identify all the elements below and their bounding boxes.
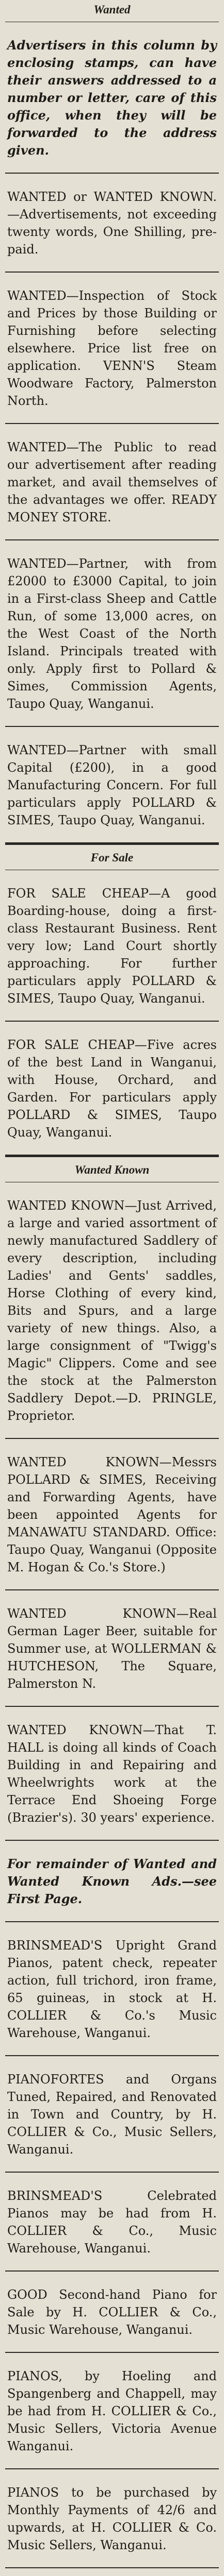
register-ad [5, 2568, 219, 2576]
ad-inspection-stock [5, 273, 219, 424]
ad-text: FOR SALE CHEAP—Five acres of the best Land in Wanganui, with House, Orchard, and Garden. For particulars apply POLLARD & SIMES, Taupo Quay, Wanganui. [7, 1038, 217, 1140]
ad-public-read [5, 424, 219, 540]
ad-forwarding-agents [5, 1439, 219, 1590]
ad-text: WANTED KNOWN—Real German Lager Beer, suitable for Summer use, at WOLLERMAN & HUTCHESON, The Square, Palmerston N. [7, 1606, 217, 1691]
ad-boarding-house [5, 870, 219, 1022]
ad-text: WANTED—Inspection of Stock and Prices by those Building or Furnishing before selecting elsewhere. Price list free on application. VENN'S Steam Woodware Factory, Palmerston North. [7, 289, 217, 408]
ad-partner-2000 [5, 540, 219, 727]
ad-text: FOR SALE CHEAP—A good Boarding-house, doing a first-class Restaurant Business. Rent very low; Land Court shortly approaching. For further particulars apply POLLARD & SIMES, Taupo Quay, Wanganui. [7, 886, 217, 1006]
ad-pianofortes [5, 2056, 219, 2173]
ad-text: PIANOS to be purchased by Monthly Payments of 42/6 and upwards, at H. COLLIER & Co. Music Sellers, Wanganui. [7, 2485, 217, 2552]
ad-text: WANTED—Partner with small Capital (£200), in a good Manufacturing Concern. For full particulars apply POLLARD & SIMES, Taupo Quay, Wanganui. [7, 743, 217, 827]
ad-saddlery [5, 1182, 219, 1439]
ad-text: WANTED KNOWN—That T. HALL is doing all kinds of Coach Building in and Repairing and Wheelwrights work at the Terrace End Shoeing Forge (Brazier's). 30 years' experience. [7, 1723, 217, 1825]
section-header-wanted-known: Wanted Known [5, 1156, 219, 1182]
ad-text: BRINSMEAD'S Celebrated Pianos may be had from H. COLLIER & Co., Music Warehouse, Wanganui. [7, 2189, 217, 2256]
ad-text: WANTED—The Public to read our advertisement after reading market, and avail themselves of the advantages we offer. READY MONEY STORE. [7, 440, 217, 524]
ad-brinsmead [5, 1922, 219, 2056]
ad-text: GOOD Second-hand Piano for Sale by H. COLLIER & Co., Music Warehouse, Wanganui. [7, 2287, 217, 2337]
ad-partner-small [5, 727, 219, 843]
ad-text: BRINSMEAD'S Upright Grand Pianos, patent check, repeater action, full trichord, iron frame, 65 guineas, in stock at H. COLLIER & Co.'s Music Warehouse, Wanganui. [7, 1938, 217, 2040]
ad-text: WANTED KNOWN—Just Arrived, a large and varied assortment of newly manufactured Saddlery of every description, including Ladies' and Gents' saddles, Horse Clothing of every kind, Bits and Spurs, and a large variety of new things. Also, a large consignment of "Twigg's Magic" Clippers. Come and see the stock at the Palmerston Saddlery Depot.—D. PRINGLE, Proprietor. [7, 1198, 217, 1423]
ad-remainder [5, 1841, 219, 1922]
notice-ad [5, 22, 219, 174]
ad-text: WANTED KNOWN—Messrs POLLARD & SIMES, Receiving and Forwarding Agents, have been appointed Agents for MANAWATU STANDARD. Office: Taupo Quay, Wanganui (Opposite M. Hogan & Co.'s Store.) [7, 1455, 217, 1574]
ad-text: PIANOS, by Hoeling and Spangenberg and Chappell, may be had from H. COLLIER & Co., Music Sellers, Victoria Avenue Wanganui. [7, 2369, 217, 2453]
section-header-for-sale: For Sale [5, 843, 219, 870]
section-header-wanted: Wanted [5, 0, 219, 22]
notice-text: Advertisers in this column by enclosing stamps, can have their answers addressed to a number or letter, care of this office, when they will be forwarded to the address given. [7, 38, 217, 158]
ad-wanted-known-general [5, 174, 219, 273]
ad-hoeling-pianos [5, 2353, 219, 2469]
ad-text: WANTED—Partner, with from £2000 to £3000 Capital, to join in a First-class Sheep and Cattle Run, of some 13,000 acres, on the West Coast of the North Island. Principals treated with only. Apply first to Pollard & Simes, Commission Agents, Taupo Quay, Wanganui. [7, 556, 217, 711]
ad-text: For remainder of Wanted and Wanted Known Ads.—see First Page. [7, 1856, 217, 1906]
ad-brinsmead-dealers [5, 2173, 219, 2272]
ad-lager-beer [5, 1590, 219, 1707]
ad-text: PIANOFORTES and Organs Tuned, Repaired, and Renovated in Town and Country, by H. COLLIER & Co., Music Sellers, Wanganui. [7, 2072, 217, 2157]
ad-second-hand-piano [5, 2272, 219, 2353]
ad-t-hall [5, 1707, 219, 1841]
ad-monthly-pianos [5, 2469, 219, 2568]
ad-five-acres [5, 1022, 219, 1156]
ad-text: WANTED or WANTED KNOWN.—Advertisements, not exceeding twenty words, One Shilling, pre-paid. [7, 190, 217, 257]
